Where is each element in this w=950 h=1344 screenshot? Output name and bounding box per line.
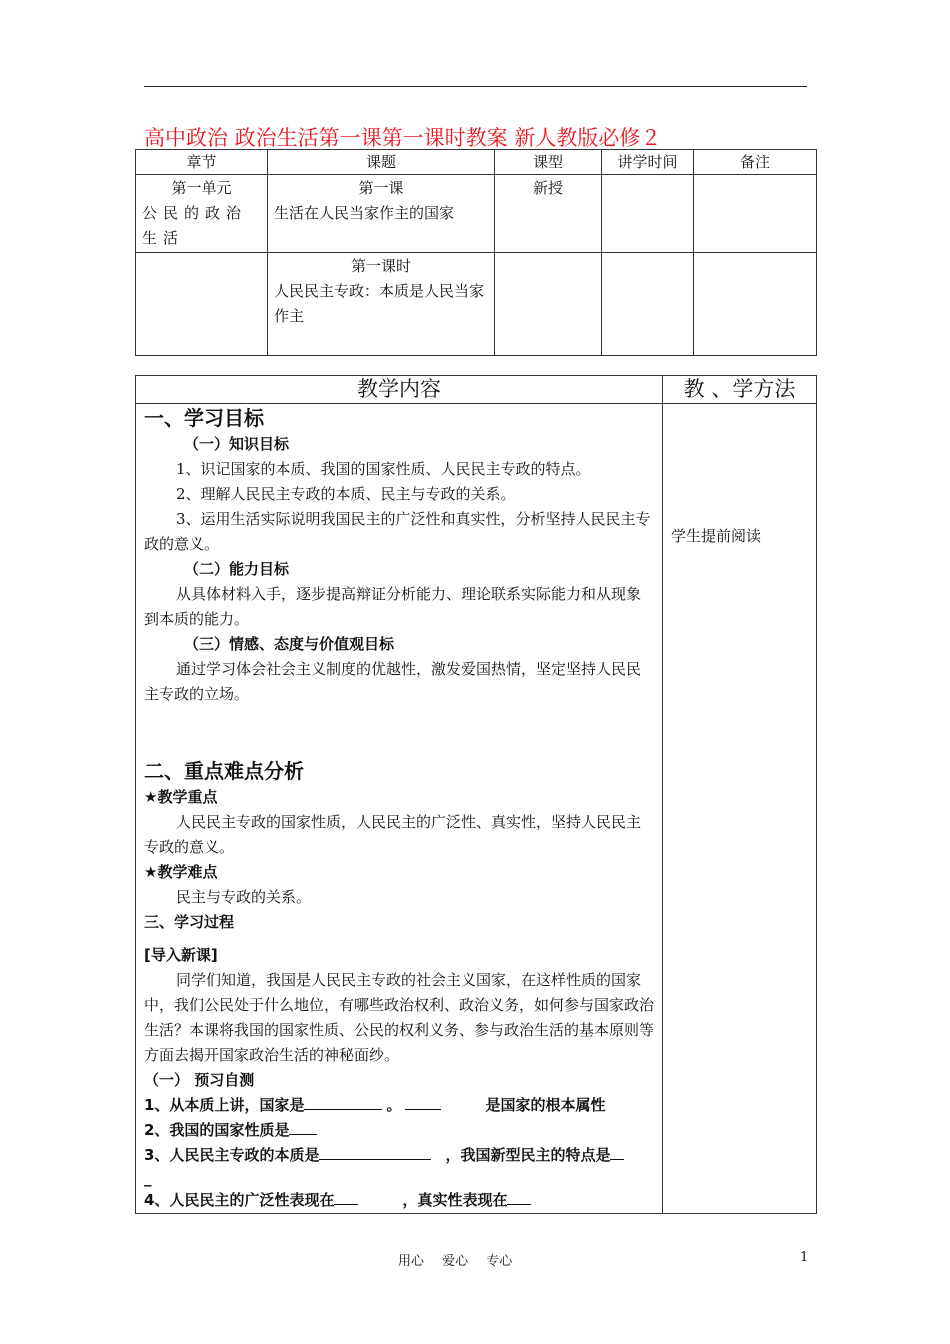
unit-label: 第一单元 — [171, 179, 232, 197]
question-4: 4、人民民主的广泛性表现在 ，真实性表现在 — [144, 1188, 654, 1213]
method-note: 学生提前阅读 — [671, 527, 762, 545]
period-topic: 人民民主专政：本质是人民当家作主 — [274, 282, 485, 325]
info-row-lesson — [136, 175, 817, 253]
lesson-cell — [268, 175, 495, 253]
blank-4[interactable] — [319, 1144, 431, 1160]
blank-1[interactable] — [304, 1094, 382, 1110]
info-row-period — [136, 253, 817, 356]
content-cell — [136, 404, 663, 1214]
info-table — [135, 149, 817, 356]
question-2: 2、我国的国家性质是 — [144, 1118, 654, 1143]
blank-5[interactable] — [610, 1144, 624, 1160]
emotion-goal-text: 通过学习体会社会主义制度的优越性，激发爱国热情，坚定坚持人民民主专政的立场。 — [144, 660, 642, 703]
header-teaching-content: 教学内容 — [136, 376, 663, 404]
knowledge-goal-heading: （一）知识目标 — [184, 435, 290, 453]
ability-goal-text: 从具体材料入手，逐步提高辩证分析能力、理论联系实际能力和从现象到本质的能力。 — [144, 585, 642, 628]
knowledge-goal-1: 1、识记国家的本质、我国的国家性质、人民民主专政的特点。 — [176, 460, 591, 478]
unit-cell — [136, 175, 268, 253]
knowledge-goal-3: 3、运用生活实际说明我国民主的广泛性和真实性，分析坚持人民民主专政的意义。 — [144, 510, 651, 553]
header-teaching-method: 教 、学方法 — [663, 376, 817, 404]
emotion-goal-heading: （三）情感、态度与价值观目标 — [184, 635, 395, 653]
period-time-cell — [602, 253, 694, 356]
blank-6[interactable] — [334, 1189, 358, 1205]
time-cell — [602, 175, 694, 253]
empty-unit-cell — [136, 253, 268, 356]
content-body-row — [136, 404, 817, 1214]
section-1-title: 一、学习目标 — [144, 406, 264, 430]
lesson-name: 生活在人民当家作主的国家 — [274, 204, 455, 222]
period-label: 第一课时 — [350, 257, 411, 275]
content-header-row — [136, 376, 817, 404]
question-1: 1、从本质上讲，国家是 。 是国家的根本属性 — [144, 1096, 606, 1114]
header-rule — [144, 86, 807, 87]
ability-goal-heading: （二）能力目标 — [184, 560, 290, 578]
period-notes-cell — [694, 253, 817, 356]
period-cell — [268, 253, 495, 356]
header-type: 课型 — [495, 150, 602, 175]
document-title: 高中政治 政治生活第一课第一课时教案 新人教版必修２ — [144, 126, 662, 150]
question-3-continued: _ — [144, 1169, 152, 1187]
lesson-type-cell: 新授 — [495, 175, 602, 253]
intro-label: [导入新课] — [144, 946, 218, 964]
method-cell — [663, 404, 817, 1214]
blank-2[interactable] — [405, 1094, 441, 1110]
footer-motto: 用心 爱心 专心 — [398, 1254, 513, 1269]
blank-3[interactable] — [289, 1119, 317, 1135]
period-type-cell — [495, 253, 602, 356]
blank-7[interactable] — [507, 1189, 531, 1205]
page-number: 1 — [800, 1250, 809, 1265]
knowledge-goal-2: 2、理解人民民主专政的本质、民主与专政的关系。 — [176, 485, 516, 503]
info-header-row — [136, 150, 817, 175]
header-chapter: 章节 — [136, 150, 268, 175]
content-table — [135, 375, 817, 1214]
lesson-label: 第一课 — [358, 179, 404, 197]
key-point-label: ★教学重点 — [144, 788, 218, 806]
difficulty-label: ★教学难点 — [144, 863, 218, 881]
header-time: 讲学时间 — [602, 150, 694, 175]
question-3: 3、人民民主专政的本质是 ，我国新型民主的特点是 — [144, 1143, 654, 1168]
preview-label: （一） 预习自测 — [144, 1071, 255, 1089]
section-2-title: 二、重点难点分析 — [144, 759, 304, 783]
intro-text: 同学们知道，我国是人民民主专政的社会主义国家，在这样性质的国家中，我们公民处于什么地位，有哪些政治权利、政治义务，如何参与国家政治生活？本课将我国的国家性质、公民的权利义务、参与政治生活的基本原则等方面去揭开国家政治生活的神秘面纱。 — [144, 971, 655, 1064]
unit-name: 公民的政治生活 — [142, 204, 248, 247]
notes-cell — [694, 175, 817, 253]
header-topic: 课题 — [268, 150, 495, 175]
difficulty-text: 民主与专政的关系。 — [176, 888, 312, 906]
section-3-title: 三、学习过程 — [144, 913, 235, 931]
header-notes: 备注 — [694, 150, 817, 175]
key-point-text: 人民民主专政的国家性质，人民民主的广泛性、真实性，坚持人民民主专政的意义。 — [144, 813, 642, 856]
